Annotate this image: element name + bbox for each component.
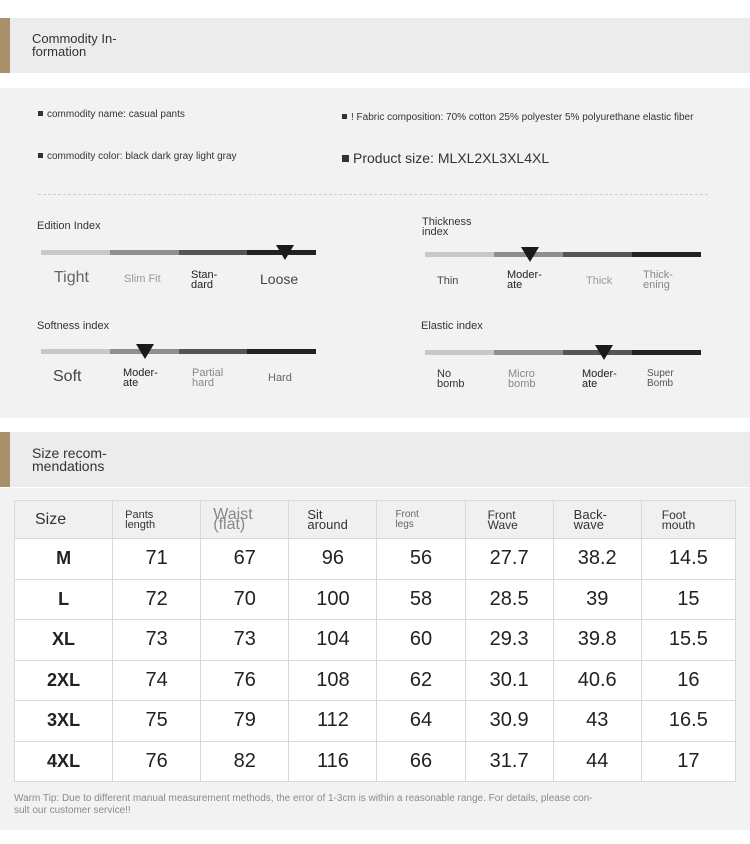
header-accent-bar [0,18,10,73]
softness-label-partial-hard: Partial hard [192,367,224,389]
pants-length-cell: 74 [113,660,201,701]
elastic-label-moderate: Moder- ate [582,368,617,390]
softness-label-moderate: Moder- ate [123,367,158,389]
info-fabric: ! Fabric composition: 70% cotton 25% polyester 5% polyurethane elastic fiber [342,112,693,123]
info-commodity-color: commodity color: black dark gray light gray [38,151,237,162]
edition-label-slim-fit: Slim Fit [124,273,161,285]
back-wave-cell: 43 [553,701,641,742]
commodity-info-title: Commodity In- formation [32,31,117,59]
thickness-index-bar [425,252,701,257]
back-wave-cell: 44 [553,741,641,782]
warm-tip: Warm Tip: Due to different manual measurement methods, the error of 1-3cm is within a reasonable range. For details, please con- sult our customer service!! [14,793,593,816]
edition-indicator-icon [276,245,294,260]
waist-cell: 70 [201,579,289,620]
size-cell: XL [15,620,113,661]
back-wave-cell: 39 [553,579,641,620]
foot-mouth-cell: 16 [641,660,735,701]
foot-mouth-cell: 15 [641,579,735,620]
sit-around-cell: 100 [289,579,377,620]
front-wave-cell: 29.3 [465,620,553,661]
header-waist-flat: Waist (flat) [201,501,289,539]
header-sit-around: Sit around [289,501,377,539]
table-row [15,660,736,701]
sit-around-cell: 116 [289,741,377,782]
bullet-icon [38,111,43,116]
size-cell: 2XL [15,660,113,701]
foot-mouth-cell: 17 [641,741,735,782]
front-wave-cell: 30.1 [465,660,553,701]
thickness-indicator-icon [521,247,539,262]
waist-cell: 73 [201,620,289,661]
bullet-icon [342,155,349,162]
waist-cell: 79 [201,701,289,742]
pants-length-cell: 71 [113,539,201,580]
waist-cell: 67 [201,539,289,580]
pants-length-cell: 72 [113,579,201,620]
sit-around-cell: 112 [289,701,377,742]
edition-label-standard: Stan- dard [191,269,218,291]
bullet-icon [38,153,43,158]
size-recommendations-title: Size recom- mendations [32,445,107,474]
size-cell: L [15,579,113,620]
sit-around-cell: 96 [289,539,377,580]
thickness-label-thin: Thin [437,275,459,287]
bullet-icon [342,114,347,119]
elastic-index-bar [425,350,701,355]
pants-length-cell: 75 [113,701,201,742]
header-pants-length: Pants length [113,501,201,539]
front-wave-cell: 27.7 [465,539,553,580]
elastic-indicator-icon [595,345,613,360]
table-row [15,539,736,580]
header-accent-bar [0,432,10,487]
front-wave-cell: 30.9 [465,701,553,742]
elastic-label-super-bomb: Super Bomb [647,368,674,389]
header-size: Size [15,501,113,539]
front-wave-cell: 28.5 [465,579,553,620]
elastic-index-title: Elastic index [421,320,483,332]
table-row [15,701,736,742]
sit-around-cell: 104 [289,620,377,661]
edition-index-bar [41,250,316,255]
back-wave-cell: 40.6 [553,660,641,701]
table-row [15,620,736,661]
size-cell: 3XL [15,701,113,742]
size-cell: M [15,539,113,580]
commodity-info-header [0,18,750,73]
thickness-label-thickening: Thick- ening [643,269,673,291]
pants-length-cell: 76 [113,741,201,782]
front-legs-cell: 62 [377,660,465,701]
waist-cell: 76 [201,660,289,701]
softness-label-soft: Soft [53,368,82,385]
info-product-size: Product size: MLXL2XL3XL4XL [342,150,549,166]
edition-index-title: Edition Index [37,220,101,232]
header-front-wave: Front Wave [465,501,553,539]
front-legs-cell: 56 [377,539,465,580]
thickness-label-moderate: Moder- ate [507,269,542,291]
edition-label-tight: Tight [54,269,89,286]
front-legs-cell: 66 [377,741,465,782]
size-cell: 4XL [15,741,113,782]
header-foot-mouth: Foot mouth [641,501,735,539]
softness-label-hard: Hard [268,372,292,384]
thickness-label-thick: Thick [586,275,613,287]
thickness-index-title: Thickness index [422,216,472,238]
info-commodity-name: commodity name: casual pants [38,109,185,120]
front-legs-cell: 60 [377,620,465,661]
back-wave-cell: 39.8 [553,620,641,661]
foot-mouth-cell: 14.5 [641,539,735,580]
foot-mouth-cell: 16.5 [641,701,735,742]
table-row [15,579,736,620]
softness-index-title: Softness index [37,320,110,332]
softness-indicator-icon [136,344,154,359]
front-legs-cell: 58 [377,579,465,620]
front-legs-cell: 64 [377,701,465,742]
sit-around-cell: 108 [289,660,377,701]
elastic-label-micro-bomb: Micro bomb [508,368,536,390]
header-front-legs: Front legs [377,501,465,539]
table-row [15,741,736,782]
back-wave-cell: 38.2 [553,539,641,580]
waist-cell: 82 [201,741,289,782]
header-back-wave: Back- wave [553,501,641,539]
dashed-divider [38,194,708,195]
size-table-header-row [15,501,736,539]
softness-index-bar [41,349,316,354]
size-recommendations-header [0,432,750,487]
foot-mouth-cell: 15.5 [641,620,735,661]
edition-label-loose: Loose [260,271,299,287]
pants-length-cell: 73 [113,620,201,661]
size-table [14,500,736,782]
elastic-label-no-bomb: No bomb [437,368,465,390]
front-wave-cell: 31.7 [465,741,553,782]
